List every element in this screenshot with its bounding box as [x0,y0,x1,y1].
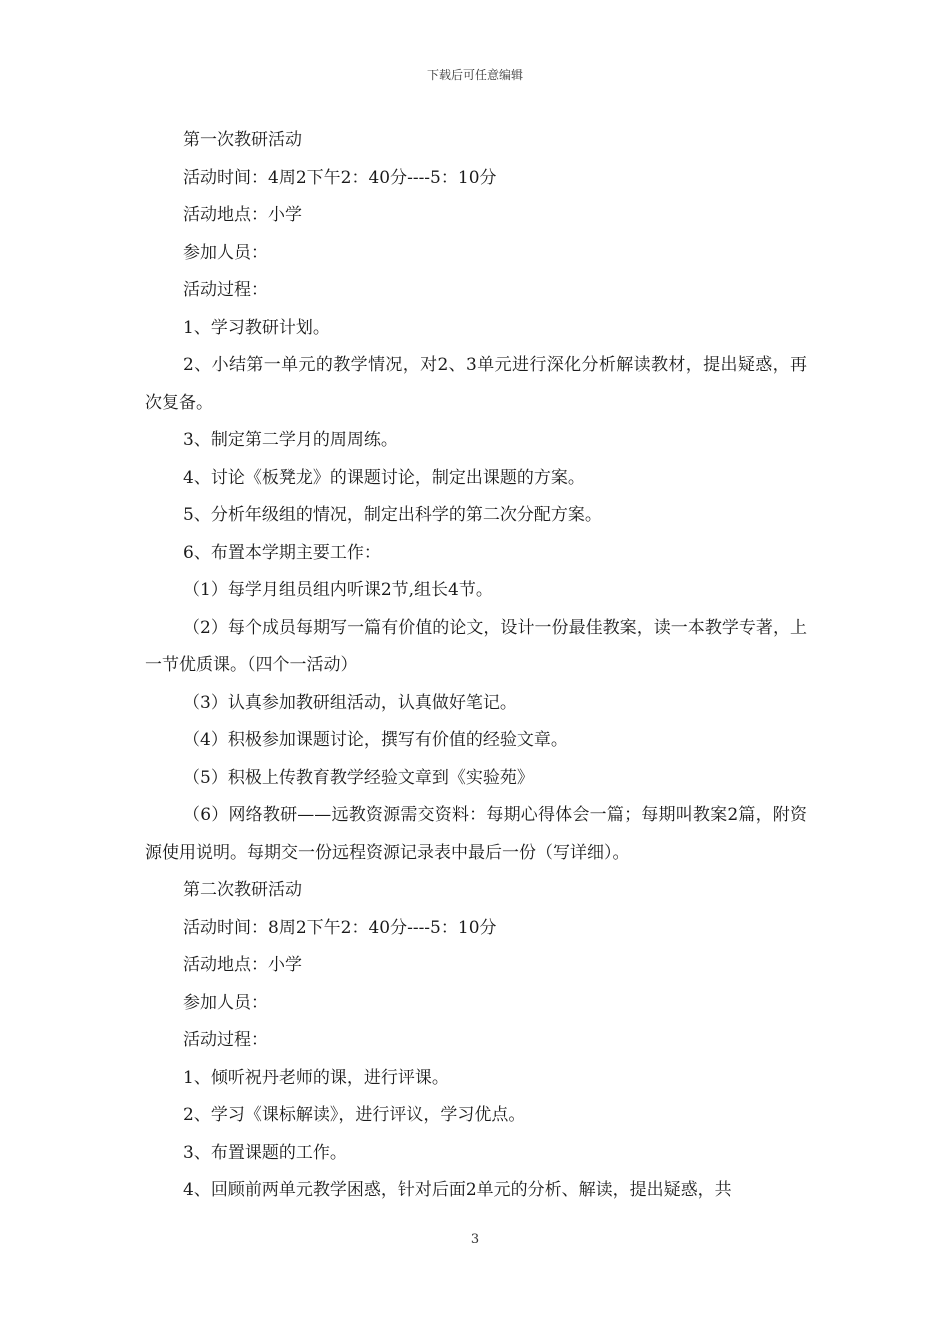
sub-list-item: （5）积极上传教育教学经验文章到《实验苑》 [183,767,534,788]
activity-process: 活动过程： [183,1030,268,1050]
document-body [145,122,807,1210]
list-item: 2、小结第一单元的教学情况，对2、3单元进行深化分析解读教材，提出疑惑，再次复备。 [145,355,807,413]
list-item: 5、分析年级组的情况，制定出科学的第二次分配方案。 [183,505,602,525]
sub-list-item: （6）网络教研——远教资源需交资料：每期心得体会一篇；每期叫教案2篇，附资源使用说明。每期交一份远程资源记录表中最后一份（写详细）。 [145,805,807,863]
sub-list-item: （1）每学月组员组内听课2节,组长4节。 [183,580,493,600]
list-item: 1、倾听祝丹老师的课，进行评课。 [183,1067,449,1088]
list-item: 4、讨论《板凳龙》的课题讨论，制定出课题的方案。 [183,467,585,488]
list-item: 3、布置课题的工作。 [183,1142,347,1163]
sub-list-item: （2）每个成员每期写一篇有价值的论文，设计一份最佳教案，读一本教学专著，上一节优质课。（四个一活动） [145,617,807,675]
activity-time: 活动时间：4周2下午2：40分----5：10分 [183,167,497,188]
participants: 参加人员： [183,242,268,263]
heading-first-activity: 第一次教研活动 [183,130,302,150]
page-header-note: 下载后可任意编辑 [426,68,523,82]
activity-time: 活动时间：8周2下午2：40分----5：10分 [183,917,497,938]
participants: 参加人员： [183,992,268,1013]
list-item: 3、制定第二学月的周周练。 [183,430,398,450]
activity-process: 活动过程： [183,280,268,300]
list-item: 4、回顾前两单元教学困惑，针对后面2单元的分析、解读，提出疑惑，共 [183,1180,732,1200]
sub-list-item: （3）认真参加教研组活动，认真做好笔记。 [183,692,517,713]
sub-list-item: （4）积极参加课题讨论，撰写有价值的经验文章。 [183,730,568,750]
activity-location: 活动地点：小学 [183,205,302,225]
heading-second-activity: 第二次教研活动 [183,880,302,900]
list-item: 1、学习教研计划。 [183,317,330,338]
list-item: 2、学习《课标解读》，进行评议，学习优点。 [183,1105,526,1125]
list-item: 6、布置本学期主要工作： [183,542,381,563]
activity-location: 活动地点：小学 [183,955,302,975]
page-number: 3 [470,1232,480,1247]
